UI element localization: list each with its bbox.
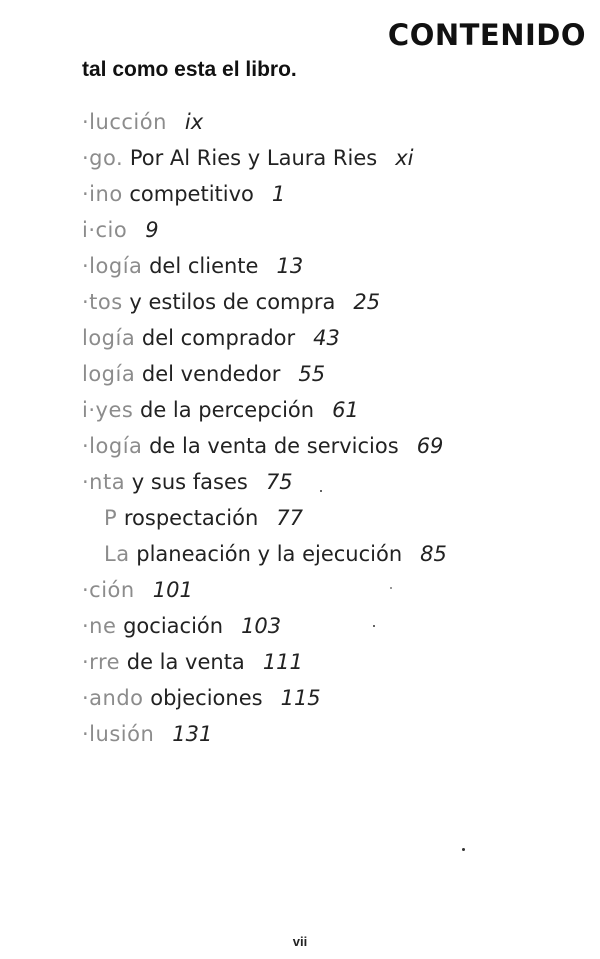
faded-text: logía <box>82 326 136 350</box>
toc-entry-page: 85 <box>420 542 447 566</box>
toc-entry <box>0 608 600 644</box>
table-of-contents <box>0 104 600 752</box>
toc-entry-page: 69 <box>416 434 444 458</box>
faded-text: ·logía <box>82 434 143 458</box>
scan-speck <box>462 848 465 851</box>
toc-entry-page: 13 <box>276 254 304 278</box>
faded-text: P <box>104 506 118 530</box>
toc-entry-title: de la venta <box>126 650 245 674</box>
toc-entry <box>0 392 600 428</box>
handwritten-note: tal como esta el libro. <box>82 58 297 81</box>
faded-text: ·ción <box>82 578 135 602</box>
toc-entry <box>0 248 600 284</box>
toc-entry-page: 25 <box>353 290 381 314</box>
toc-entry <box>0 320 600 356</box>
toc-entry-title: rospectación <box>123 506 259 530</box>
scan-speck <box>320 490 322 492</box>
toc-entry-page: 131 <box>172 722 213 746</box>
toc-entry-title: gociación <box>123 614 224 638</box>
toc-entry-page: 103 <box>241 614 282 638</box>
scan-speck <box>390 587 392 589</box>
faded-text: logía <box>82 362 136 386</box>
toc-entry <box>0 500 600 536</box>
toc-entry-page: 101 <box>152 578 193 602</box>
toc-entry-page: 75 <box>265 470 293 494</box>
toc-entry-title: planeación y la ejecución <box>136 542 403 566</box>
toc-entry <box>0 428 600 464</box>
toc-entry-page: 43 <box>313 326 340 350</box>
toc-entry-title: Por Al Ries y Laura Ries <box>129 146 378 170</box>
toc-entry-page: 111 <box>262 650 303 674</box>
toc-entry <box>0 356 600 392</box>
toc-entry <box>0 536 600 572</box>
toc-entry-page: 61 <box>332 398 359 422</box>
toc-entry-title: de la percepción <box>140 398 315 422</box>
toc-entry <box>0 140 600 176</box>
toc-entry-title: del comprador <box>141 326 296 350</box>
toc-entry <box>0 284 600 320</box>
toc-entry-page: 77 <box>276 506 303 530</box>
page-title: CONTENIDO <box>387 18 586 52</box>
toc-entry <box>0 212 600 248</box>
toc-entry <box>0 716 600 752</box>
page-number: vii <box>292 934 308 949</box>
toc-entry-title: y estilos de compra <box>129 290 336 314</box>
toc-entry-page: 115 <box>280 686 321 710</box>
toc-entry-title: del cliente <box>149 254 259 278</box>
faded-text: ·go. <box>82 146 124 170</box>
toc-entry-page: 9 <box>145 218 159 242</box>
faded-text: i·yes <box>82 398 134 422</box>
toc-entry-title: de la venta de servicios <box>149 434 399 458</box>
toc-entry <box>0 572 600 608</box>
toc-entry-title: competitivo <box>129 182 254 206</box>
toc-entry <box>0 644 600 680</box>
faded-text: ·nta <box>82 470 126 494</box>
toc-entry <box>0 104 600 140</box>
toc-entry <box>0 680 600 716</box>
toc-entry-page: xi <box>395 146 414 170</box>
toc-entry-title: y sus fases <box>131 470 248 494</box>
faded-text: ·ne <box>82 614 117 638</box>
faded-text: ·lusión <box>82 722 155 746</box>
toc-entry-page: 1 <box>271 182 286 206</box>
toc-entry <box>0 464 600 500</box>
faded-text: i·cio <box>82 218 128 242</box>
toc-entry-title: del vendedor <box>141 362 281 386</box>
faded-text: ·tos <box>82 290 123 314</box>
toc-entry-page: ix <box>184 110 204 134</box>
faded-text: ·logía <box>82 254 143 278</box>
faded-text: ·ino <box>82 182 123 206</box>
toc-entry-page: 55 <box>298 362 326 386</box>
faded-text: ·lucción <box>82 110 167 134</box>
faded-text: ·rre <box>82 650 121 674</box>
faded-text: ·ando <box>82 686 144 710</box>
scan-speck <box>373 625 375 627</box>
toc-entry <box>0 176 600 212</box>
toc-entry-title: objeciones <box>150 686 263 710</box>
faded-text: La <box>104 542 130 566</box>
